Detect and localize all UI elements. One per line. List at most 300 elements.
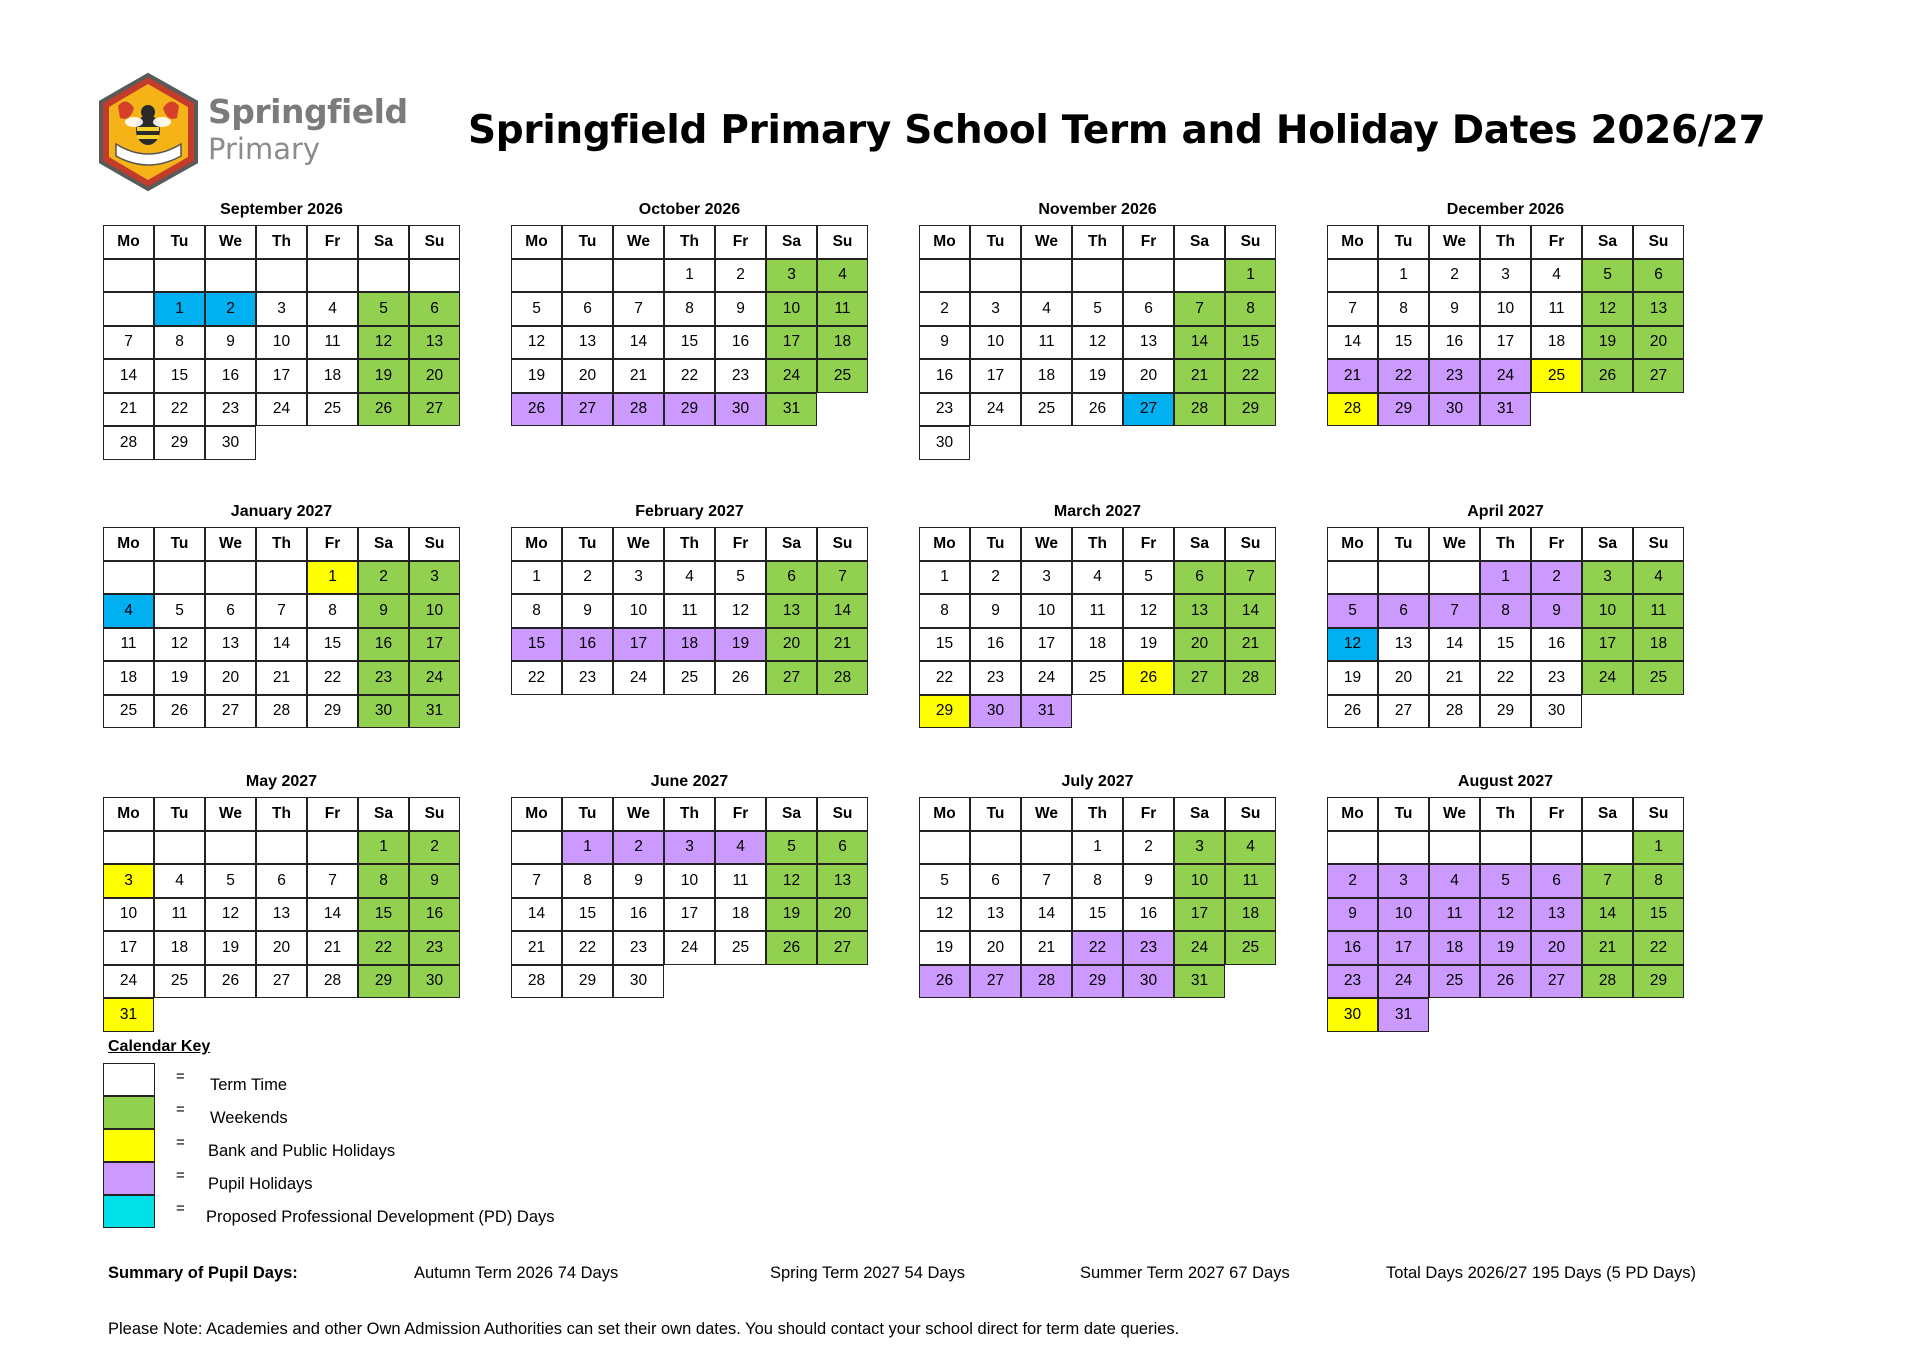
day-cell — [817, 561, 868, 595]
day-cell — [1327, 998, 1378, 1032]
day-number: 17 — [272, 366, 291, 384]
key-label: Term Time — [210, 1076, 288, 1094]
month-title: April 2027 — [1467, 503, 1544, 520]
day-cell — [1021, 695, 1072, 729]
day-number: 19 — [731, 635, 750, 653]
day-number: 26 — [1598, 366, 1617, 384]
day-cell — [817, 326, 868, 360]
day-cell — [1480, 695, 1531, 729]
day-number: 27 — [1190, 668, 1209, 686]
day-cell — [256, 393, 307, 427]
empty-day-cell — [256, 561, 307, 595]
day-number: 3 — [1501, 266, 1510, 284]
empty-day-cell — [1378, 831, 1429, 865]
day-cell — [1582, 359, 1633, 393]
day-number: 26 — [1496, 972, 1515, 990]
day-number: 13 — [833, 871, 852, 889]
weekday-header: Th — [1072, 797, 1123, 831]
day-number: 8 — [1501, 601, 1510, 619]
day-number: 22 — [1496, 668, 1515, 686]
weekday-header: Sa — [358, 797, 409, 831]
weekday-header: Fr — [1531, 527, 1582, 561]
empty-day-cell — [1174, 259, 1225, 293]
day-cell — [358, 831, 409, 865]
day-number: 22 — [374, 938, 393, 956]
day-number: 11 — [1089, 601, 1106, 619]
day-number: 28 — [1190, 400, 1209, 418]
day-cell — [1072, 864, 1123, 898]
day-number: 9 — [379, 601, 388, 619]
day-number: 24 — [119, 972, 138, 990]
key-swatch — [103, 1195, 155, 1228]
day-number: 30 — [731, 400, 750, 418]
weekday-header: Mo — [919, 527, 970, 561]
day-cell — [409, 864, 460, 898]
day-number: 2 — [226, 299, 235, 317]
day-number: 16 — [578, 635, 597, 653]
day-cell — [1225, 661, 1276, 695]
day-cell — [409, 628, 460, 662]
day-number: 23 — [1547, 668, 1566, 686]
day-cell — [1378, 594, 1429, 628]
day-cell — [919, 965, 970, 999]
day-number: 9 — [1552, 601, 1561, 619]
day-number: 19 — [1343, 668, 1362, 686]
day-cell — [1582, 292, 1633, 326]
day-cell — [1480, 661, 1531, 695]
day-cell — [1531, 898, 1582, 932]
day-cell — [1378, 259, 1429, 293]
day-cell — [613, 561, 664, 595]
day-number: 25 — [1088, 668, 1107, 686]
day-cell — [1021, 359, 1072, 393]
day-cell — [154, 393, 205, 427]
weekday-header: Sa — [766, 225, 817, 259]
month-grid — [511, 225, 868, 426]
day-cell — [613, 661, 664, 695]
weekday-header: Fr — [715, 225, 766, 259]
day-number: 15 — [1241, 333, 1260, 351]
day-number: 4 — [736, 838, 745, 856]
day-cell — [307, 393, 358, 427]
day-cell — [766, 594, 817, 628]
day-cell — [817, 931, 868, 965]
day-number: 27 — [782, 668, 801, 686]
month-calendar — [919, 200, 1276, 460]
day-cell — [1021, 661, 1072, 695]
day-number: 5 — [736, 568, 745, 586]
day-cell — [1429, 965, 1480, 999]
day-number: 30 — [1139, 972, 1158, 990]
day-number: 21 — [833, 635, 852, 653]
key-equals: = — [176, 1167, 185, 1184]
day-cell — [154, 628, 205, 662]
day-number: 19 — [221, 938, 240, 956]
day-number: 3 — [991, 299, 1000, 317]
day-cell — [919, 426, 970, 460]
day-number: 17 — [1496, 333, 1515, 351]
empty-day-cell — [1582, 831, 1633, 865]
summary-summer: Summer Term 2027 67 Days — [1080, 1264, 1290, 1282]
weekday-header: We — [1429, 527, 1480, 561]
day-cell — [307, 561, 358, 595]
weekday-header: Mo — [511, 225, 562, 259]
day-number: 1 — [1093, 838, 1102, 856]
day-cell — [1072, 965, 1123, 999]
day-number: 4 — [1552, 266, 1561, 284]
day-cell — [1378, 628, 1429, 662]
day-number: 4 — [1654, 568, 1663, 586]
day-cell — [715, 864, 766, 898]
day-cell — [1174, 931, 1225, 965]
empty-day-cell — [205, 561, 256, 595]
day-number: 16 — [629, 905, 648, 923]
day-cell — [817, 661, 868, 695]
day-number: 23 — [986, 668, 1005, 686]
day-number: 23 — [374, 668, 393, 686]
day-number: 5 — [787, 838, 796, 856]
day-number: 9 — [430, 871, 439, 889]
day-number: 28 — [1445, 702, 1464, 720]
day-number: 8 — [328, 601, 337, 619]
day-number: 13 — [1547, 905, 1566, 923]
weekday-header: Mo — [919, 797, 970, 831]
day-number: 4 — [1246, 838, 1255, 856]
day-number: 16 — [374, 635, 393, 653]
day-number: 5 — [1501, 871, 1510, 889]
day-cell — [307, 292, 358, 326]
month-grid — [919, 797, 1276, 998]
day-number: 29 — [170, 433, 189, 451]
day-cell — [919, 292, 970, 326]
day-cell — [1480, 259, 1531, 293]
day-cell — [307, 628, 358, 662]
weekday-header: Mo — [103, 225, 154, 259]
day-cell — [1378, 864, 1429, 898]
day-cell — [1531, 326, 1582, 360]
day-cell — [307, 931, 358, 965]
day-cell — [103, 965, 154, 999]
day-number: 22 — [1088, 938, 1107, 956]
empty-day-cell — [511, 259, 562, 293]
day-number: 27 — [221, 702, 240, 720]
day-number: 8 — [1654, 871, 1663, 889]
month-title: October 2026 — [638, 201, 741, 218]
key-equals: = — [176, 1068, 185, 1085]
day-cell — [664, 864, 715, 898]
day-cell — [664, 359, 715, 393]
day-number: 18 — [833, 333, 852, 351]
day-number: 21 — [629, 366, 648, 384]
day-cell — [766, 326, 817, 360]
day-cell — [1582, 931, 1633, 965]
day-number: 4 — [328, 299, 337, 317]
day-number: 6 — [1195, 568, 1204, 586]
day-cell — [1582, 594, 1633, 628]
day-cell — [970, 561, 1021, 595]
day-cell — [1174, 898, 1225, 932]
day-cell — [919, 695, 970, 729]
day-number: 15 — [527, 635, 546, 653]
day-cell — [715, 326, 766, 360]
day-cell — [562, 661, 613, 695]
day-cell — [715, 931, 766, 965]
day-number: 11 — [171, 905, 188, 923]
day-number: 2 — [1450, 266, 1459, 284]
day-cell — [409, 594, 460, 628]
day-number: 27 — [1394, 702, 1413, 720]
day-number: 7 — [838, 568, 847, 586]
day-cell — [205, 864, 256, 898]
day-number: 11 — [834, 299, 851, 317]
day-number: 7 — [532, 871, 541, 889]
day-number: 13 — [272, 905, 291, 923]
day-number: 31 — [425, 702, 444, 720]
day-number: 31 — [119, 1005, 138, 1023]
day-cell — [664, 594, 715, 628]
day-cell — [103, 594, 154, 628]
day-cell — [562, 931, 613, 965]
day-cell — [1378, 292, 1429, 326]
day-cell — [664, 661, 715, 695]
day-cell — [919, 393, 970, 427]
weekday-header: Tu — [154, 797, 205, 831]
day-cell — [154, 864, 205, 898]
day-cell — [613, 326, 664, 360]
weekday-header: Su — [1633, 225, 1684, 259]
day-number: 18 — [119, 668, 138, 686]
day-number: 15 — [374, 905, 393, 923]
day-cell — [409, 831, 460, 865]
empty-day-cell — [154, 561, 205, 595]
weekday-header: Mo — [511, 797, 562, 831]
day-number: 6 — [1654, 266, 1663, 284]
day-number: 3 — [430, 568, 439, 586]
day-number: 17 — [782, 333, 801, 351]
day-number: 1 — [1246, 266, 1255, 284]
month-calendar — [919, 502, 1276, 728]
day-number: 10 — [425, 601, 444, 619]
day-number: 9 — [226, 333, 235, 351]
month-calendar — [511, 200, 868, 426]
day-cell — [970, 292, 1021, 326]
day-cell — [817, 898, 868, 932]
empty-day-cell — [256, 259, 307, 293]
day-cell — [1225, 898, 1276, 932]
day-cell — [205, 426, 256, 460]
day-number: 12 — [1598, 299, 1617, 317]
day-cell — [511, 359, 562, 393]
weekday-header: Mo — [103, 527, 154, 561]
month-grid — [919, 225, 1276, 460]
day-cell — [256, 931, 307, 965]
day-number: 11 — [324, 333, 341, 351]
day-number: 24 — [272, 400, 291, 418]
day-cell — [715, 259, 766, 293]
day-number: 16 — [1343, 938, 1362, 956]
day-number: 5 — [1093, 299, 1102, 317]
day-number: 16 — [731, 333, 750, 351]
day-cell — [1531, 628, 1582, 662]
day-number: 27 — [833, 938, 852, 956]
day-number: 18 — [1649, 635, 1668, 653]
day-number: 7 — [1246, 568, 1255, 586]
day-cell — [1021, 292, 1072, 326]
day-cell — [1480, 326, 1531, 360]
day-cell — [1582, 259, 1633, 293]
day-number: 25 — [119, 702, 138, 720]
empty-day-cell — [1021, 831, 1072, 865]
weekday-header: Th — [1072, 527, 1123, 561]
day-number: 6 — [226, 601, 235, 619]
weekday-header: Fr — [715, 797, 766, 831]
weekday-header: Th — [1072, 225, 1123, 259]
day-number: 26 — [374, 400, 393, 418]
day-number: 5 — [940, 871, 949, 889]
day-number: 27 — [1649, 366, 1668, 384]
day-number: 26 — [935, 972, 954, 990]
day-cell — [1633, 326, 1684, 360]
day-number: 31 — [1496, 400, 1515, 418]
day-number: 13 — [782, 601, 801, 619]
day-cell — [154, 898, 205, 932]
day-cell — [1225, 359, 1276, 393]
day-number: 23 — [1139, 938, 1158, 956]
day-cell — [205, 393, 256, 427]
empty-day-cell — [154, 259, 205, 293]
day-cell — [358, 359, 409, 393]
day-cell — [664, 393, 715, 427]
weekday-header: We — [1021, 225, 1072, 259]
day-number: 30 — [1547, 702, 1566, 720]
weekday-header: Tu — [1378, 527, 1429, 561]
month-grid — [103, 527, 460, 728]
day-number: 13 — [1394, 635, 1413, 653]
day-cell — [1225, 594, 1276, 628]
day-number: 12 — [170, 635, 189, 653]
day-number: 20 — [272, 938, 291, 956]
weekday-header: Su — [1225, 797, 1276, 831]
day-number: 15 — [1496, 635, 1515, 653]
day-number: 22 — [680, 366, 699, 384]
day-cell — [1021, 864, 1072, 898]
day-number: 14 — [1445, 635, 1464, 653]
day-cell — [919, 561, 970, 595]
weekday-header: Th — [1480, 797, 1531, 831]
day-cell — [1225, 561, 1276, 595]
day-cell — [1378, 998, 1429, 1032]
day-cell — [256, 695, 307, 729]
day-number: 22 — [1394, 366, 1413, 384]
empty-day-cell — [1480, 831, 1531, 865]
day-cell — [562, 393, 613, 427]
day-cell — [1378, 965, 1429, 999]
day-number: 28 — [1343, 400, 1362, 418]
day-cell — [613, 965, 664, 999]
month-grid — [1327, 527, 1684, 728]
day-number: 29 — [1394, 400, 1413, 418]
day-cell — [103, 661, 154, 695]
day-number: 2 — [1144, 838, 1153, 856]
day-number: 25 — [170, 972, 189, 990]
day-number: 2 — [379, 568, 388, 586]
day-cell — [562, 326, 613, 360]
month-title: June 2027 — [650, 773, 729, 790]
day-cell — [1480, 864, 1531, 898]
day-cell — [613, 831, 664, 865]
weekday-header: Sa — [1582, 797, 1633, 831]
weekday-header: Tu — [1378, 225, 1429, 259]
empty-day-cell — [1327, 831, 1378, 865]
day-cell — [715, 594, 766, 628]
day-number: 16 — [1445, 333, 1464, 351]
day-number: 13 — [578, 333, 597, 351]
day-cell — [409, 359, 460, 393]
day-number: 29 — [1649, 972, 1668, 990]
day-cell — [1429, 393, 1480, 427]
day-cell — [715, 628, 766, 662]
key-equals: = — [176, 1134, 185, 1151]
day-cell — [1633, 259, 1684, 293]
day-number: 29 — [374, 972, 393, 990]
day-number: 19 — [1598, 333, 1617, 351]
weekday-header: Su — [409, 797, 460, 831]
day-cell — [409, 661, 460, 695]
month-grid — [919, 527, 1276, 728]
day-cell — [103, 359, 154, 393]
weekday-header: Mo — [919, 225, 970, 259]
day-cell — [970, 931, 1021, 965]
day-cell — [1480, 628, 1531, 662]
weekday-header: Su — [1633, 797, 1684, 831]
day-number: 19 — [1496, 938, 1515, 956]
day-cell — [409, 292, 460, 326]
day-cell — [1123, 965, 1174, 999]
day-cell — [970, 326, 1021, 360]
day-number: 2 — [940, 299, 949, 317]
day-cell — [1225, 864, 1276, 898]
day-cell — [919, 864, 970, 898]
day-cell — [1174, 864, 1225, 898]
month-calendar — [103, 772, 460, 1032]
day-cell — [613, 931, 664, 965]
day-cell — [103, 393, 154, 427]
day-number: 13 — [986, 905, 1005, 923]
day-number: 14 — [527, 905, 546, 923]
day-number: 14 — [1190, 333, 1209, 351]
day-number: 20 — [833, 905, 852, 923]
day-cell — [1531, 965, 1582, 999]
day-number: 7 — [1450, 601, 1459, 619]
day-cell — [970, 661, 1021, 695]
day-cell — [1633, 831, 1684, 865]
key-swatch — [103, 1063, 155, 1096]
day-cell — [1582, 561, 1633, 595]
weekday-header: Fr — [715, 527, 766, 561]
day-cell — [1225, 292, 1276, 326]
day-cell — [715, 359, 766, 393]
day-number: 25 — [1649, 668, 1668, 686]
month-grid — [103, 225, 460, 451]
day-cell — [664, 628, 715, 662]
weekday-header: Fr — [307, 225, 358, 259]
day-cell — [1123, 898, 1174, 932]
day-cell — [1123, 393, 1174, 427]
day-cell — [1072, 359, 1123, 393]
day-number: 8 — [940, 601, 949, 619]
day-number: 24 — [782, 366, 801, 384]
day-number: 11 — [120, 635, 137, 653]
